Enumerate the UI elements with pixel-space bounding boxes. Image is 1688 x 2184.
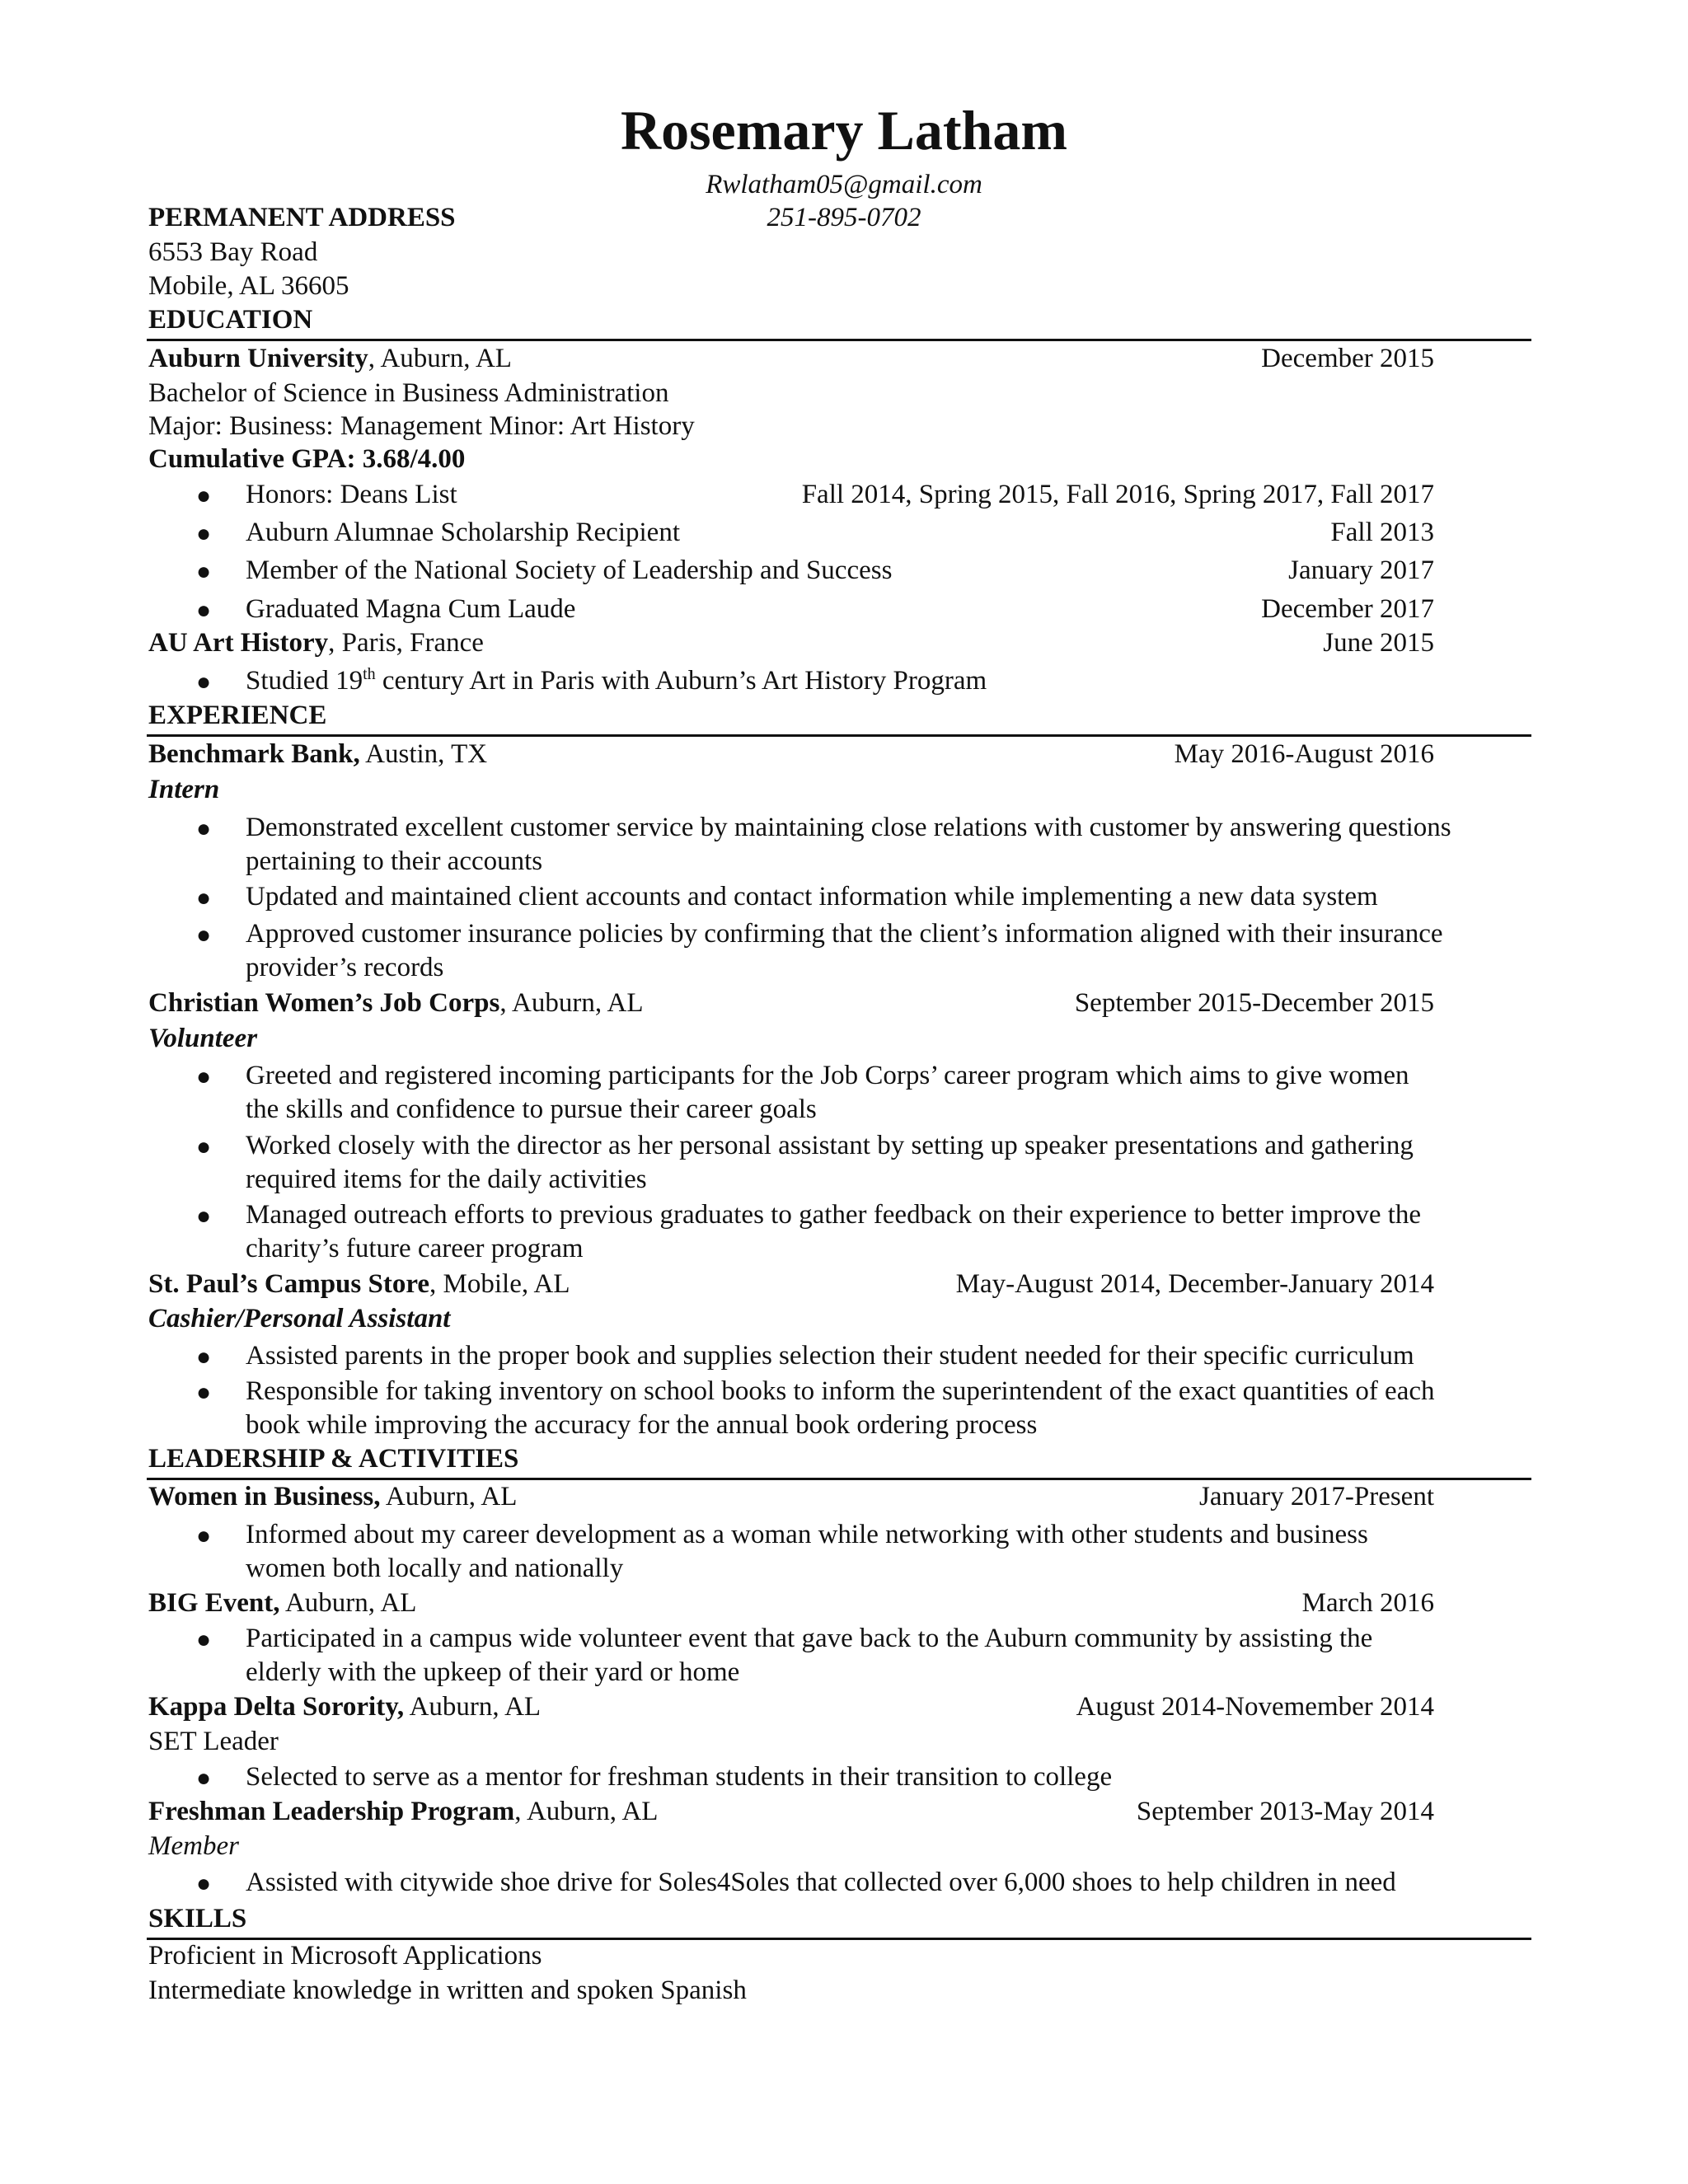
bullet-text: Informed about my career development as a woman while networking with other students and business <box>246 1520 1368 1549</box>
role-title: Intern <box>148 775 220 804</box>
candidate-name: Rosemary Latham <box>620 99 1068 162</box>
skill-item: Intermediate knowledge in written and spoken Spanish <box>148 1975 747 2005</box>
bullet-icon: ● <box>196 1870 212 1897</box>
abroad-date: June 2015 <box>1323 628 1434 658</box>
bullet-text: Participated in a campus wide volunteer event that gave back to the Auburn community by assisting the <box>246 1624 1373 1653</box>
bullet-text: Greeted and registered incoming participants for the Job Corps’ career program which aims to give women <box>246 1061 1409 1090</box>
phone-number: 251-895-0702 <box>767 203 921 232</box>
honor-date: Fall 2014, Spring 2015, Fall 2016, Spring 2017, Fall 2017 <box>801 480 1434 509</box>
bullet-text: elderly with the upkeep of their yard or home <box>246 1657 740 1687</box>
bullet-text: Updated and maintained client accounts and contact information while implementing a new data system <box>246 882 1378 912</box>
abroad-program: AU Art History <box>148 628 329 658</box>
organization-location: Auburn, AL <box>404 1692 542 1722</box>
honor-text: Graduated Magna Cum Laude <box>246 594 576 624</box>
bullet-icon: ● <box>196 1626 212 1653</box>
bullet-text: pertaining to their accounts <box>246 846 543 876</box>
bullet-icon: ● <box>196 520 212 547</box>
organization-name: Benchmark Bank, <box>148 739 360 769</box>
organization-location: , Auburn, AL <box>499 988 644 1018</box>
school-line <box>148 342 512 375</box>
bullet-icon: ● <box>196 1379 212 1406</box>
bullet-text: charity’s future career program <box>246 1234 584 1263</box>
bullet-text: Assisted with citywide shoe drive for Soles4Soles that collected over 6,000 shoes to help children in need <box>246 1868 1396 1897</box>
entry-header <box>148 738 487 771</box>
organization-name: BIG Event, <box>148 1588 280 1618</box>
bullet-icon: ● <box>196 921 212 949</box>
education-heading: EDUCATION <box>148 305 313 335</box>
honor-text: Member of the National Society of Leadership and Success <box>246 555 893 585</box>
address-line-1: 6553 Bay Road <box>148 237 318 267</box>
bullet-text: Selected to serve as a mentor for freshman students in their transition to college <box>246 1762 1113 1792</box>
email-address: Rwlatham05@gmail.com <box>706 170 982 199</box>
abroad-bullet-text-rest: century Art in Paris with Auburn’s Art History Program <box>375 666 987 696</box>
organization-location: , Auburn, AL <box>514 1797 659 1826</box>
section-divider <box>147 339 1531 341</box>
experience-heading: EXPERIENCE <box>148 701 327 730</box>
major-minor: Major: Business: Management Minor: Art History <box>148 411 695 441</box>
abroad-bullet <box>246 664 987 697</box>
organization-name: St. Paul’s Campus Store <box>148 1269 430 1299</box>
school-date: December 2015 <box>1261 344 1434 373</box>
bullet-icon: ● <box>196 558 212 585</box>
entry-date: May 2016-August 2016 <box>1174 739 1434 769</box>
gpa: Cumulative GPA: 3.68/4.00 <box>148 444 466 474</box>
honor-date: Fall 2013 <box>1330 518 1434 547</box>
abroad-location: , Paris, France <box>328 628 484 658</box>
entry-header <box>148 1268 570 1301</box>
organization-location: Auburn, AL <box>279 1588 417 1618</box>
honor-date: December 2017 <box>1261 594 1434 624</box>
role-title: Member <box>148 1831 239 1861</box>
bullet-text: book while improving the accuracy for the annual book ordering process <box>246 1410 1038 1440</box>
bullet-icon: ● <box>196 1063 212 1090</box>
honor-text: Auburn Alumnae Scholarship Recipient <box>246 518 680 547</box>
role-title: Cashier/Personal Assistant <box>148 1304 451 1333</box>
bullet-text: Assisted parents in the proper book and supplies selection their student needed for their specific curriculum <box>246 1341 1414 1371</box>
bullet-text: Managed outreach efforts to previous graduates to gather feedback on their experience to better improve the <box>246 1200 1422 1230</box>
degree: Bachelor of Science in Business Administration <box>148 378 669 408</box>
bullet-icon: ● <box>196 884 212 912</box>
honor-text: Honors: Deans List <box>246 480 457 509</box>
organization-name: Christian Women’s Job Corps <box>148 988 500 1018</box>
school-location: , Auburn, AL <box>368 344 512 373</box>
entry-date: September 2015-December 2015 <box>1074 988 1434 1018</box>
school-name: Auburn University <box>148 344 368 373</box>
bullet-icon: ● <box>196 815 212 842</box>
entry-date: May-August 2014, December-January 2014 <box>955 1269 1434 1299</box>
bullet-text: Responsible for taking inventory on school books to inform the superintendent of the exact quantities of each <box>246 1376 1435 1406</box>
abroad-line <box>148 626 484 659</box>
skills-heading: SKILLS <box>148 1904 247 1933</box>
abroad-bullet-text: Studied 19 <box>246 666 363 696</box>
organization-name: Women in Business, <box>148 1482 381 1511</box>
bullet-icon: ● <box>196 1522 212 1549</box>
bullet-icon: ● <box>196 482 212 509</box>
bullet-icon: ● <box>196 1133 212 1160</box>
address-line-2: Mobile, AL 36605 <box>148 271 349 301</box>
entry-header <box>148 1480 517 1513</box>
bullet-icon: ● <box>196 597 212 624</box>
organization-location: , Mobile, AL <box>429 1269 570 1299</box>
section-divider <box>147 734 1531 737</box>
bullet-text: provider’s records <box>246 953 444 982</box>
bullet-text: Demonstrated excellent customer service by maintaining close relations with customer by answering questions <box>246 813 1451 842</box>
organization-name: Kappa Delta Sorority, <box>148 1692 405 1722</box>
entry-header <box>148 1795 658 1828</box>
bullet-icon: ● <box>196 1765 212 1792</box>
bullet-icon: ● <box>196 668 212 696</box>
entry-date: August 2014-Novemember 2014 <box>1076 1692 1434 1722</box>
entry-date: September 2013-May 2014 <box>1136 1797 1434 1826</box>
ordinal-suffix: th <box>363 665 376 683</box>
bullet-text: the skills and confidence to pursue their career goals <box>246 1094 817 1124</box>
address-heading: PERMANENT ADDRESS <box>148 203 456 232</box>
bullet-text: Worked closely with the director as her personal assistant by setting up speaker presentations and gathering <box>246 1131 1414 1160</box>
bullet-icon: ● <box>196 1202 212 1230</box>
honor-date: January 2017 <box>1288 555 1434 585</box>
entry-date: January 2017-Present <box>1198 1482 1434 1511</box>
organization-name: Freshman Leadership Program <box>148 1797 515 1826</box>
bullet-text: required items for the daily activities <box>246 1165 647 1194</box>
entry-header <box>148 1690 541 1723</box>
entry-header <box>148 987 643 1019</box>
role-title: Volunteer <box>148 1024 258 1053</box>
entry-header <box>148 1586 416 1619</box>
organization-location: Auburn, AL <box>380 1482 518 1511</box>
organization-location: Austin, TX <box>359 739 488 769</box>
bullet-text: women both locally and nationally <box>246 1554 624 1583</box>
bullet-icon: ● <box>196 1343 212 1371</box>
entry-date: March 2016 <box>1301 1588 1434 1618</box>
role-title: SET Leader <box>148 1727 279 1756</box>
leadership-heading: LEADERSHIP & ACTIVITIES <box>148 1444 519 1474</box>
bullet-text: Approved customer insurance policies by confirming that the client’s information aligned with their insurance <box>246 919 1443 949</box>
skill-item: Proficient in Microsoft Applications <box>148 1941 542 1971</box>
